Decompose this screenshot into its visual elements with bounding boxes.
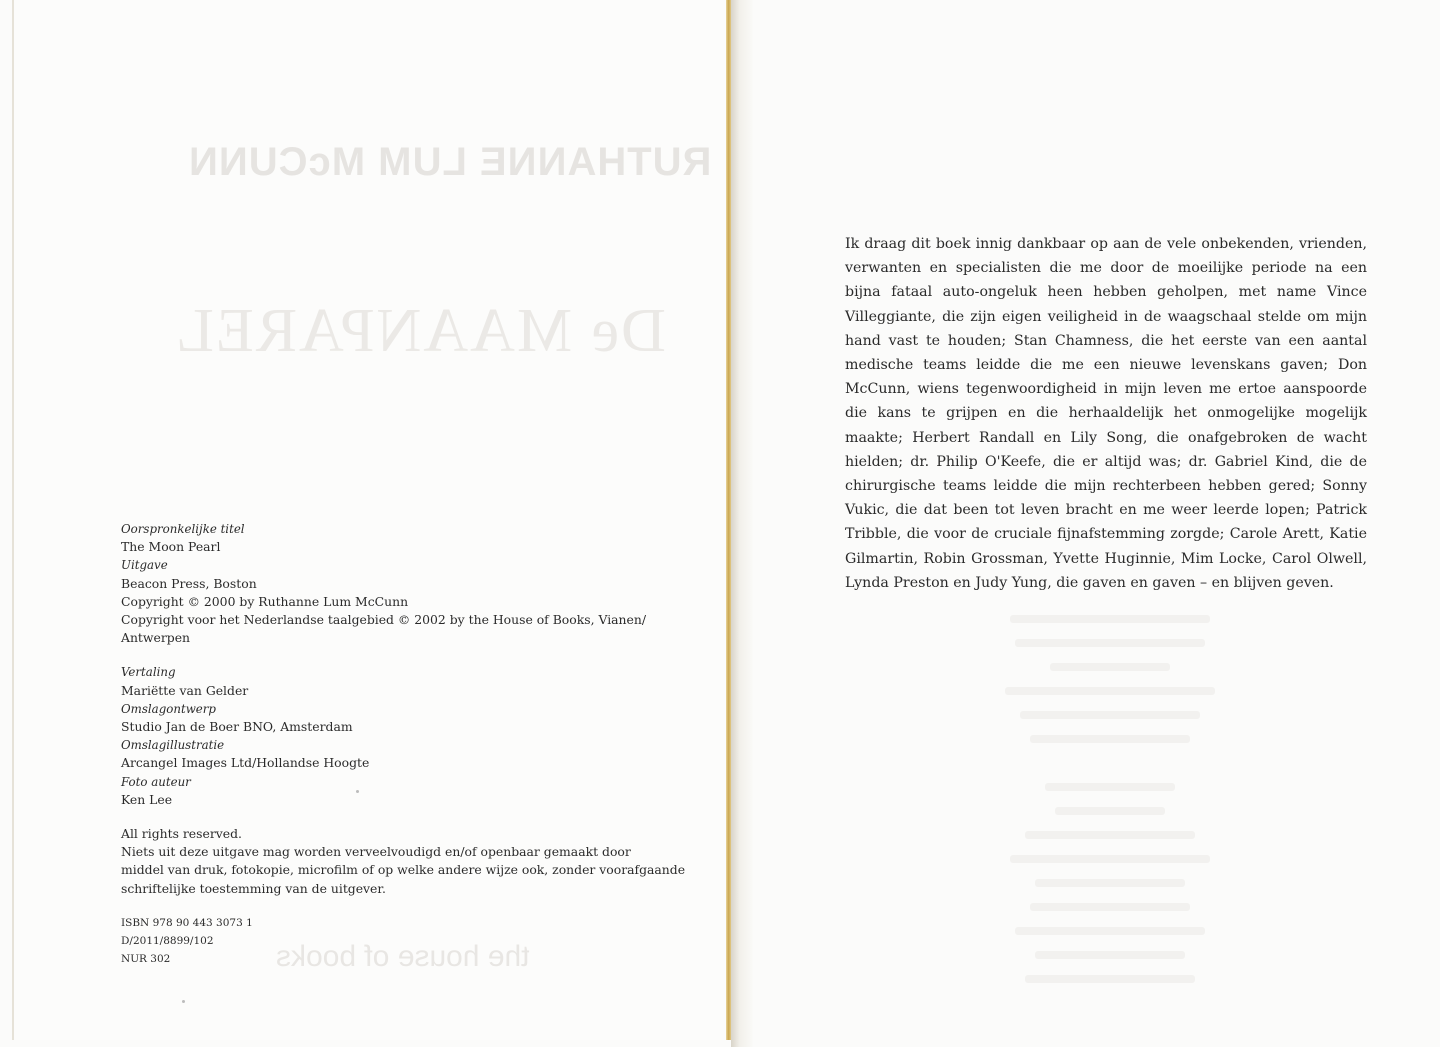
colophon-line: Niets uit deze uitgave mag worden verveelvoudigd en/of openbaar gemaakt door [121,844,631,860]
dust-speck [182,1000,185,1003]
colophon-line: Mariëtte van Gelder [121,682,249,698]
left-page [12,0,730,1040]
colophon-line: Uitgave [121,558,168,573]
colophon-line: Beacon Press, Boston [121,575,257,591]
colophon-line: Studio Jan de Boer BNO, Amsterdam [121,719,353,735]
dedication-text: Ik draag dit boek innig dankbaar op aan de vele onbekenden, vrienden, verwanten en specialisten die me door de moeilijke periode na een bijna fataal auto-ongeluk heen hebben geholpen, met name Vince Villeggiante, die zijn eigen veiligheid in de waagschaal stelde om mijn hand vast te houden; Stan Chamness, die het eerste van een aantal medische teams leidde die me een nieuwe levenskans gaven; Don McCunn, wiens tegenwoordigheid in mijn leven me ertoe aanspoorde die kans te grijpen en die herhaaldelijk het onmogelijke mogelijk maakte; Herbert Randall en Lily Song, die onafgebroken de wacht hielden; dr. Philip O'Keefe, die er altijd was; dr. Gabriel Kind, die de chirurgische teams leidde die mijn rechterbeen hebben gered; Sonny Vukic, die dat been tot leven bracht en me weer leerde lopen; Patrick Tribble, die voor de cruciale fijnafstemming zorgde; Carole Arett, Katie Gilmartin, Robin Grossman, Yvette Huginnie, Mim Locke, Carol Olwell, Lynda Preston en Judy Yung, die gaven en gaven – en blijven geven. [845,236,1367,591]
colophon-line: Copyright voor het Nederlandse taalgebied © 2002 by the House of Books, Vianen/ [121,612,647,628]
colophon-line: Oorspronkelijke titel [121,522,245,536]
bleed-through-publisher: the house of books [276,940,530,973]
colophon-line: Omslagillustratie [121,738,225,753]
colophon-line: D/2011/8899/102 [121,935,214,948]
colophon-line: middel van druk, fotokopie, microfilm of op welke andere wijze ook, zonder voorafgaande [121,862,686,878]
colophon-line: Antwerpen [121,630,191,646]
colophon-line: Ken Lee [121,791,173,807]
colophon-spacer [121,647,701,663]
dust-speck [356,790,359,793]
colophon-spacer [121,898,701,914]
colophon-line: NUR 302 [121,953,171,966]
colophon-line: Vertaling [121,665,176,680]
colophon-line: Copyright © 2000 by Ruthanne Lum McCunn [121,593,409,609]
colophon-line: Omslagontwerp [121,701,216,716]
bleed-through-text-lines [995,615,1225,999]
colophon-line: The Moon Pearl [121,539,221,555]
bleed-through-title: De MAANPAREL [174,297,666,365]
bleed-through-author: RUTHANNE LUM McCUNN [188,140,712,184]
colophon-line: ISBN 978 90 443 3073 1 [121,916,253,929]
colophon-spacer [121,809,701,825]
colophon-line: schriftelijke toestemming van de uitgever. [121,880,386,896]
book-gutter [731,0,753,1047]
colophon-line: Arcangel Images Ltd/Hollandse Hoogte [121,755,370,771]
colophon [121,520,701,968]
colophon-line: All rights reserved. [121,826,242,842]
colophon-line: Foto auteur [121,774,191,789]
